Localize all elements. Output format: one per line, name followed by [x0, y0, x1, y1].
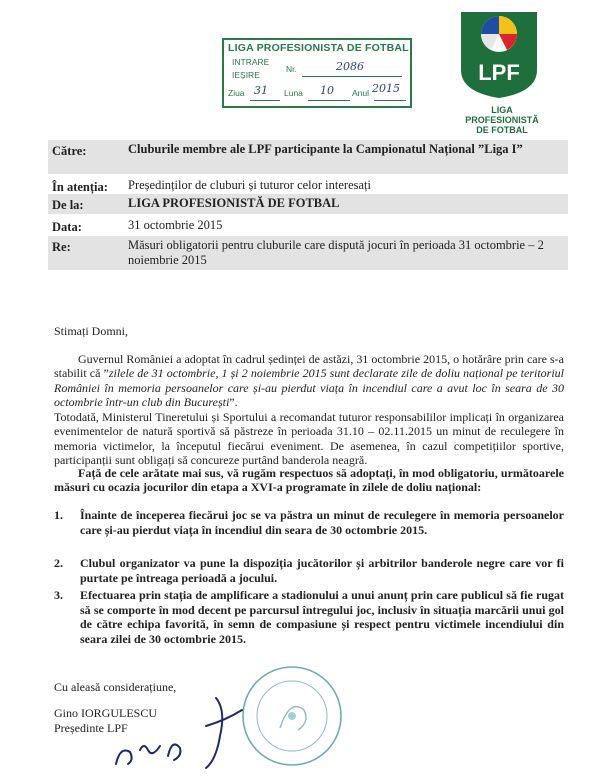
item-2-text: Clubul organizator va pune la dispoziția jucătorilor și arbitrilor banderole negre care vor fi purtate pe întreaga perioadă a jocului.: [80, 556, 564, 585]
item-1-text: Înainte de începerea fiecărui joc se va păstra un minut de reculegere în memoria persoanelor care și-au pierdut viața în incendiul din seara de 30 octombrie 2015.: [80, 508, 564, 537]
greeting: Stimați Domni,: [54, 324, 129, 338]
signer-title: Președinte LPF: [54, 721, 128, 735]
stamp-title: LIGA PROFESIONISTA DE FOTBAL: [228, 42, 409, 54]
paragraph-3: Față de cele arătate mai sus, vă rugăm respectuos să adoptați, în mod obligatoriu, următoarele măsuri cu ocazia jocurilor din etapa a XVI-a programate în zilele de doliu național:: [54, 466, 564, 495]
item-1-number: 1.: [54, 508, 63, 522]
atentia-label: În atenția:: [52, 180, 108, 194]
dela-label: De la:: [52, 198, 84, 212]
data-value: 31 octombrie 2015: [128, 218, 223, 232]
stamp-ziua-value: 31: [254, 84, 268, 97]
re-label: Re:: [52, 240, 71, 254]
paragraph-1: Guvernul României a adoptat în cadrul ședinței de astăzi, 31 octombrie 2015, o hotărâre prin care s-a stabilit că ”zilele de 31 octombrie, 1 și 2 noiembrie 2015 sunt declarate zile de doliu național pe teritoriul României în memoria persoanelor care și-au pierdut viața în incendiul care a avut loc în seara de 30 octombrie într-un club din București”.: [54, 352, 564, 410]
logo-line-3: DE FOTBAL: [476, 125, 528, 135]
item-3-number: 3.: [54, 588, 63, 602]
stamp-anul-label: Anul: [352, 88, 370, 98]
re-value: Măsuri obligatorii pentru cluburile care dispută jocuri în perioada 31 octombrie – 2 noiembrie 2015: [128, 238, 544, 267]
atentia-value: Președinților de cluburi și tuturor celor interesați: [128, 178, 371, 192]
stamp-iesire: IEȘIRE: [232, 70, 260, 80]
stamp-luna-value: 10: [320, 84, 334, 97]
stamp-nr-label: Nr.: [286, 64, 297, 74]
logo-line-1: LIGA: [491, 105, 513, 115]
stamp-anul-value: 2015: [372, 82, 400, 95]
catre-label: Către:: [52, 144, 87, 158]
dela-value: LIGA PROFESIONISTĂ DE FOTBAL: [128, 196, 340, 210]
lpf-logo-text: LPF: [478, 60, 520, 85]
item-2-number: 2.: [54, 556, 63, 570]
stamp-intrare: INTRARE: [232, 57, 270, 67]
item-3-text: Efectuarea prin stația de amplificare a stadionului a unui anunț prin care publicul să fie rugat să se comporte în mod decent pe parcursul întregului joc, inclusiv în situația marcării unui gol de către echipa favorită, în semn de compasiune și respect pentru victimele incendiului din seara zilei de 30 octombrie 2015.: [80, 588, 564, 646]
lpf-logo-icon: [455, 8, 543, 100]
data-label: Data:: [52, 220, 82, 234]
stamp-luna-label: Luna: [284, 88, 303, 98]
signer-name: Gino IORGULESCU: [54, 706, 158, 720]
catre-value: Cluburile membre ale LPF participante la Campionatul Național ”Liga I”: [128, 142, 523, 156]
logo-line-2: PROFESIONISTĂ: [465, 115, 539, 125]
paragraph-2: Totodată, Ministerul Tineretului și Sportului a recomandat tuturor responsabililor implicați în organizarea evenimentelor de natură sportivă să păstreze în perioada 31.10 – 02.11.2015 un minut de reculegere în memoria victimelor, la începutul fiecărui eveniment. De asemenea, în cazul competițiilor sportive, participanții sunt obligați să concureze purtând banderola neagră.: [54, 410, 564, 468]
memo-header: [48, 140, 568, 270]
registration-stamp: [222, 38, 412, 108]
stamp-ziua-label: Ziua: [228, 88, 245, 98]
closing: Cu aleasă considerațiune,: [54, 680, 177, 694]
stamp-nr-value: 2086: [336, 60, 364, 73]
